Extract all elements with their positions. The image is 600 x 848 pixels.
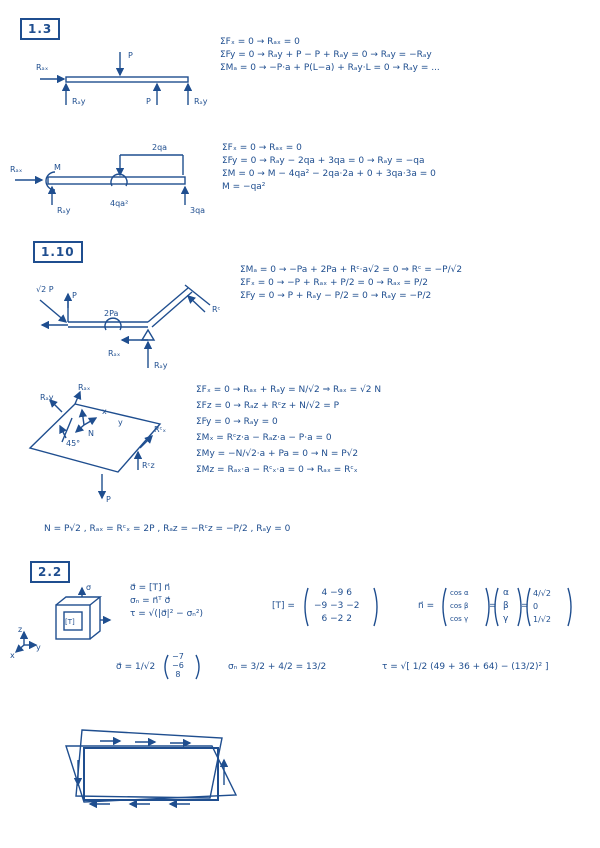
equals-sign: =	[489, 601, 497, 611]
equation-line: ΣMₓ = Rᶜz·a − Rₐz·a − P·a = 0	[196, 433, 332, 443]
cos-row: cos β	[450, 602, 469, 610]
greek-row: γ	[503, 614, 509, 624]
d3-label-p: P	[72, 291, 77, 300]
d3-label-2pa: 2Pa	[104, 309, 119, 318]
d4-label-rcz: Rᶜz	[142, 461, 155, 470]
d5-label-z: z	[18, 625, 23, 634]
section-label-1-3: 1.3	[20, 18, 60, 40]
normal-stress-result: σₙ = 3/2 + 4/2 = 13/2	[228, 662, 327, 672]
normal-value-column	[533, 587, 551, 626]
tensor-row: 4 −9 6	[321, 588, 352, 598]
equation-line: ΣFₓ = 0 → Rₐₓ + Rₐy = N/√2 ⇒ Rₐₓ = √2 N	[196, 385, 382, 395]
d5-label-x: x	[10, 651, 15, 660]
d2-label-3qa: 3qa	[190, 206, 206, 215]
equations-block-1	[220, 36, 440, 75]
d4-label-rcx: Rᶜₓ	[154, 425, 167, 434]
equation-line: ΣMₐ = 0 → −P·a + P(L−a) + Rₐy·L = 0 → Rₐy = ...	[220, 63, 440, 73]
d2-label-ray: Rₐy	[57, 206, 71, 215]
d3-label-rax: Rₐₓ	[108, 349, 121, 358]
cos-row: cos α	[450, 589, 469, 597]
tensor-row: −9 −3 −2	[314, 601, 360, 611]
greek-row: β	[503, 601, 509, 611]
stress-cube-diagram-5	[16, 588, 110, 652]
equation-line: ΣFₓ = 0 → Rₐₓ = 0	[222, 143, 302, 153]
d3-label-root2p: √2 P	[36, 285, 54, 294]
tensor-label: [T] =	[272, 601, 295, 611]
equation-line: ΣFₓ = 0 → −P + Rₐₓ + P/2 = 0 → Rₐₓ = P/2	[240, 278, 429, 288]
equals-sign: =	[521, 601, 529, 611]
equation-line: ΣFy = 0 → Rₐy + P − P + Rₐy = 0 → Rₐy = −Rₐy	[220, 50, 432, 60]
d2-label-m: M	[54, 163, 61, 172]
beam-diagram-2	[15, 155, 185, 205]
d1-label-ray-left: Rₐy	[72, 97, 86, 106]
equation-line: τ = √(|σ⃗|² − σₙ²)	[130, 609, 203, 619]
equation-line: ΣFy = 0 → Rₐy − 2qa + 3qa = 0 → Rₐy = −qa	[222, 156, 425, 166]
tensor-row: 6 −2 2	[321, 614, 352, 624]
d2-label-rax: Rₐₓ	[10, 165, 23, 174]
d5-label-y: y	[36, 643, 41, 652]
d4-label-ray: Rₐy	[40, 393, 54, 402]
d4-label-y: y	[118, 418, 123, 427]
d3-label-rc: Rᶜ	[212, 305, 221, 314]
section-label-2-2: 2.2	[30, 561, 70, 583]
value-row: 0	[533, 602, 539, 611]
stress-row: −6	[172, 661, 184, 670]
stress-vector-label: σ⃗ = 1/√2	[116, 662, 156, 672]
shear-deformation-sketch	[66, 730, 236, 804]
stress-vector-column	[172, 652, 184, 679]
d1-label-p-bottom: P	[146, 97, 151, 106]
frame-diagram-3	[40, 285, 210, 368]
equation-line: M = −qa²	[222, 182, 266, 192]
equations-block-2	[222, 142, 436, 194]
d5-label-tensor: [T]	[65, 618, 75, 626]
equation-line: ΣFy = 0 → Rₐy = 0	[196, 417, 278, 427]
plate-diagram-4	[30, 392, 160, 498]
value-row: 1/√2	[533, 615, 551, 624]
equations-block-3	[240, 264, 462, 303]
d1-label-ray-right: Rₐy	[194, 97, 208, 106]
equation-line: ΣFz = 0 → Rₐz + Rᶜz + N/√2 = P	[196, 401, 340, 411]
value-row: 4/√2	[533, 589, 551, 598]
equation-line: σ⃗ = [T] n⃗	[130, 583, 171, 593]
equation-line: ΣM = 0 → M − 4qa² − 2qa·2a + 0 + 3qa·3a = 0	[222, 169, 436, 179]
equation-line: ΣMy = −N/√2·a + Pa = 0 → N = P√2	[196, 449, 359, 459]
d4-label-rax: Rₐₓ	[78, 383, 91, 392]
normal-cos-column	[450, 587, 469, 626]
normal-greek-column	[503, 587, 509, 626]
equation-line: σₙ = n⃗ᵀ σ⃗	[130, 596, 171, 606]
d1-label-p-top: P	[128, 51, 133, 60]
equation-line: ΣFy = 0 → P + Rₐy − P/2 = 0 → Rₐy = −P/2	[240, 291, 432, 301]
stress-row: −7	[172, 652, 184, 661]
d4-label-45: 45°	[66, 439, 81, 448]
stress-row: 8	[175, 670, 181, 679]
section-label-1-10: 1.10	[33, 241, 83, 263]
cos-row: cos γ	[450, 615, 469, 623]
d5-label-sigma: σ	[86, 583, 92, 592]
equation-line: ΣFₓ = 0 → Rₐₓ = 0	[220, 37, 300, 47]
d3-label-ray: Rₐy	[154, 361, 168, 370]
equations-block-4	[196, 383, 381, 479]
d2-label-4qa2: 4qa²	[110, 199, 129, 208]
equation-line: ΣMₐ = 0 → −Pa + 2Pa + Rᶜ·a√2 = 0 ⇒ Rᶜ = −P/√2	[240, 265, 463, 275]
d4-label-n: N	[88, 429, 94, 438]
shear-stress-result: τ = √[ 1/2 (49 + 36 + 64) − (13/2)² ]	[382, 662, 549, 672]
equations-block-5	[130, 582, 203, 621]
equation-line: ΣMz = Rₐₓ·a − Rᶜₓ·a = 0 → Rₐₓ = Rᶜₓ	[196, 465, 358, 475]
d2-label-2qa: 2qa	[152, 143, 168, 152]
d4-label-x: x	[102, 407, 107, 416]
results-summary: N = P√2 , Rₐₓ = Rᶜₓ = 2P , Rₐz = −Rᶜz = −P/2 , Rₐy = 0	[44, 524, 291, 534]
tensor-matrix	[314, 587, 360, 626]
greek-row: α	[503, 588, 509, 598]
d1-label-rax: Rₐₓ	[36, 63, 49, 72]
normal-vector-label: n⃗ =	[418, 601, 435, 611]
d4-label-p: P	[106, 495, 111, 504]
beam-diagram-1	[40, 52, 188, 105]
